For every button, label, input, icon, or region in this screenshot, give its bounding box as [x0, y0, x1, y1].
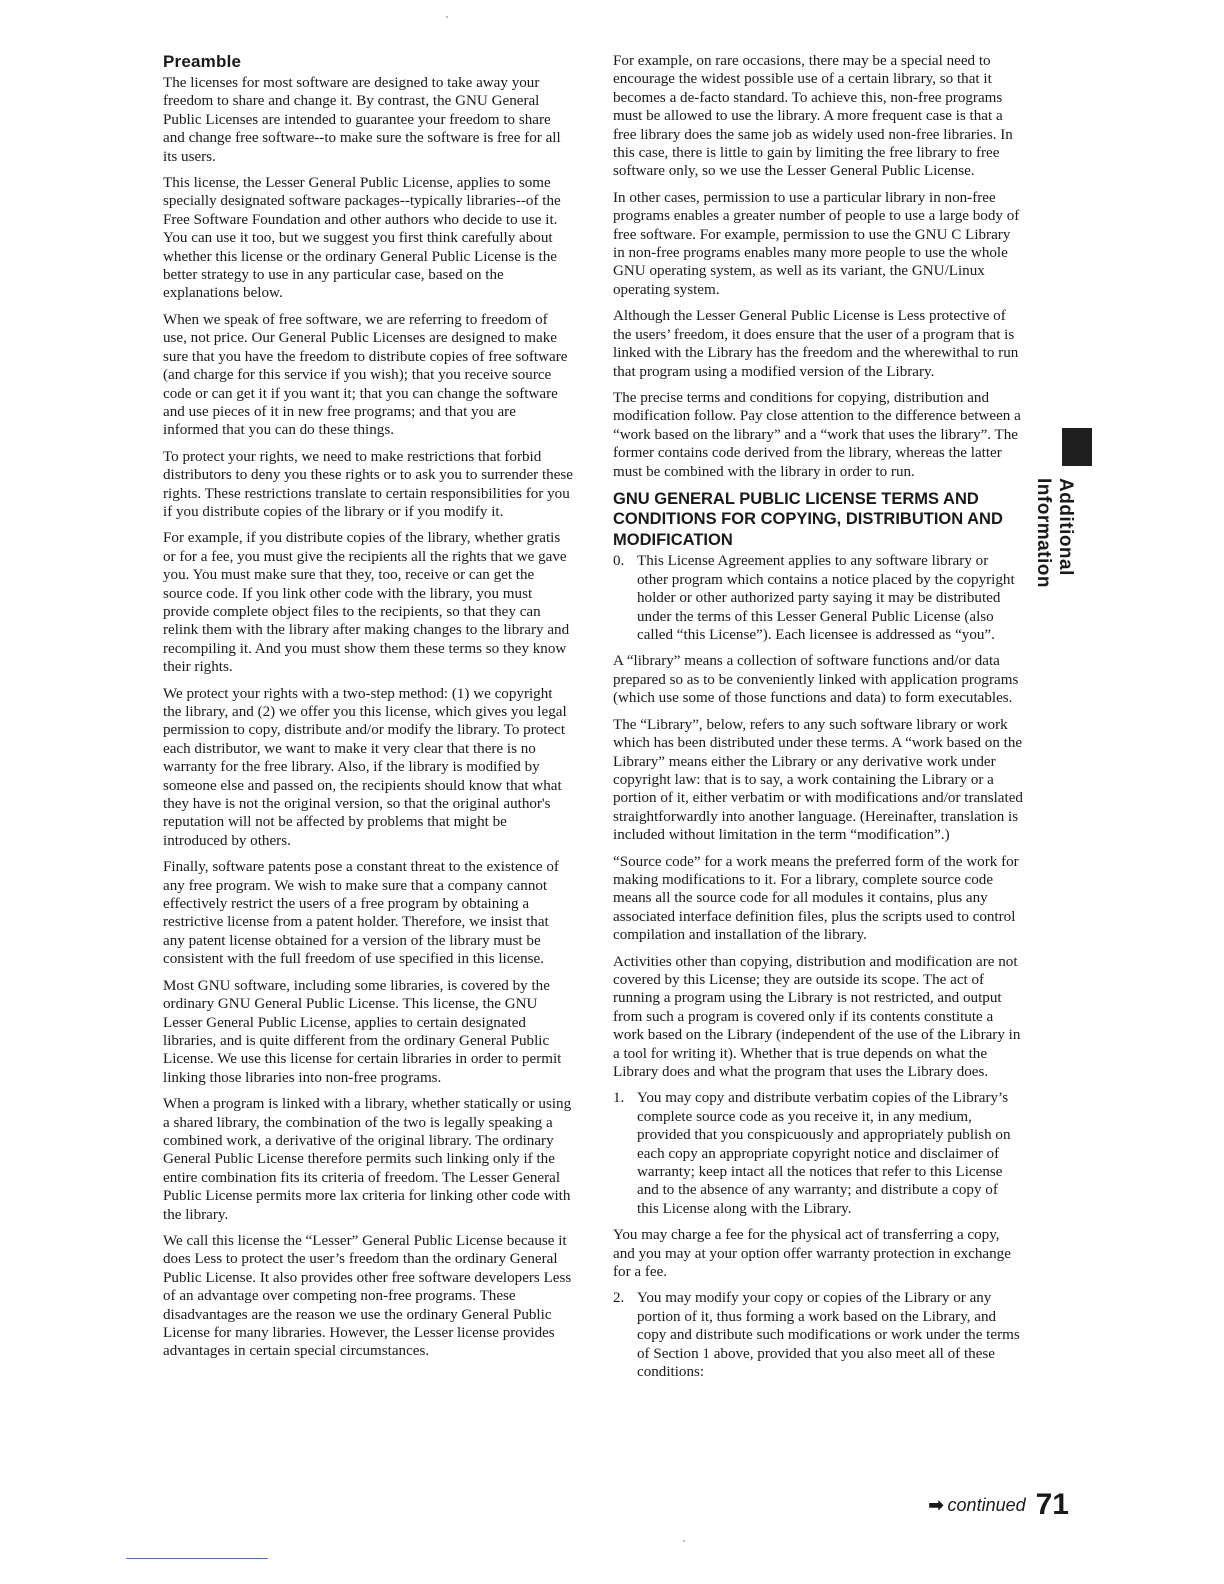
paragraph: The precise terms and conditions for copying, distribution and modification follow. Pay close attention to the difference between a “work based on the library” and a “work that uses the library”. The former contains code derived from the library, whereas the latter must be combined with the library in order to run. — [613, 389, 1021, 480]
numbered-item — [613, 1089, 1023, 1218]
paragraph: When a program is linked with a library, whether statically or using a shared library, the combination of the two is legally speaking a combined work, a derivative of the original library. The ordinary General Public License therefore permits such linking only if the entire combination fits its criteria of freedom. The Lesser General Public License permits more lax criteria for linking other code with the library. — [163, 1096, 572, 1223]
item-number: 2. — [613, 1290, 625, 1307]
paragraph: Finally, software patents pose a constant threat to the existence of any free program. We wish to make sure that a company cannot effectively restrict the users of a free program by obtaining a restrictive license from a patent holder. Therefore, we insist that any patent license obtained for a version of the library must be consistent with the full freedom of use specified in this license. — [163, 859, 559, 968]
paragraph: You may charge a fee for the physical act of transferring a copy, and you may at your option offer warranty protection in exchange for a fee. — [613, 1227, 1011, 1281]
left-column — [163, 52, 573, 1369]
paragraph: Most GNU software, including some libraries, is covered by the ordinary GNU General Public License. This license, the GNU Lesser General Public License, applies to certain designated libraries, and is quite different from the ordinary General Public License. We use this license for certain libraries in order to permit linking those libraries into non-free programs. — [163, 977, 562, 1086]
right-column — [613, 52, 1023, 1390]
item-text: This License Agreement applies to any software library or other program which contains a notice placed by the copyright holder or other authorized party saying it may be distributed under the terms of this Lesser General Public License (also called “this License”). Each licensee is addressed as “you”. — [637, 553, 1015, 644]
arrow-right-icon: ➡ — [928, 1495, 944, 1515]
paragraph: “Source code” for a work means the preferred form of the work for making modifications to it. For a library, complete source code means all the source code for all modules it contains, plus any associated interface definition files, plus the scripts used to control compilation and installation of the library. — [613, 853, 1019, 944]
item-number: 0. — [613, 553, 625, 570]
paragraph: The licenses for most software are designed to take away your freedom to share and change it. By contrast, the GNU General Public Licenses are intended to guarantee your freedom to share and change free software--to make sure the software is free for all its users. — [163, 75, 561, 165]
paragraph: A “library” means a collection of software functions and/or data prepared so as to be conveniently linked with application programs (which use some of those functions and data) to form executables. — [613, 653, 1019, 707]
scan-artifact-dot — [683, 1540, 685, 1542]
paragraph: Activities other than copying, distribution and modification are not covered by this License; they are outside its scope. The act of running a program using the Library is not restricted, and output from such a program is covered only if its contents constitute a work based on the Library (independent of the use of the Library in a tool for writing it). Whether that is true depends on what the Library does and what the program that uses the Library does. — [613, 953, 1021, 1080]
paragraph: This license, the Lesser General Public License, applies to some specially designated software packages--typically libraries--of the Free Software Foundation and other authors who decide to use it. You can use it too, but we suggest you first think carefully about whether this license or the ordinary General Public License is the better strategy to use in any particular case, based on the explanations below. — [163, 175, 561, 302]
continued-text: continued — [947, 1495, 1026, 1515]
item-text: You may copy and distribute verbatim copies of the Library’s complete source code as you receive it, in any medium, provided that you conspicuously and appropriately publish on each copy an appropriate copyright notice and disclaimer of warranty; keep intact all the notices that refer to this License and to the absence of any warranty; and distribute a copy of this License along with the Library. — [637, 1090, 1011, 1217]
paragraph: To protect your rights, we need to make restrictions that forbid distributors to deny you these rights or to ask you to surrender these rights. These restrictions translate to certain responsibilities for you if you distribute copies of the library or if you modify it. — [163, 448, 573, 520]
section-tab-marker — [1062, 428, 1092, 466]
numbered-item — [613, 1289, 1023, 1381]
paragraph: Although the Lesser General Public License is Less protective of the users’ freedom, it does ensure that the user of a program that is linked with the Library has the freedom and the wherewithal to run that program using a modified version of the Library. — [613, 308, 1019, 380]
terms-heading: GNU GENERAL PUBLIC LICENSE TERMS AND CONDITIONS FOR COPYING, DISTRIBUTION AND MODIFICATION — [613, 489, 1003, 549]
item-number: 1. — [613, 1090, 625, 1107]
paragraph: For example, on rare occasions, there may be a special need to encourage the widest possible use of a certain library, so that it becomes a de-facto standard. To achieve this, non-free programs must be allowed to use the library. A more frequent case is that a free library does the same job as widely used non-free libraries. In this case, there is little to gain by limiting the free library to free software only, so we use the Lesser General Public License. — [613, 53, 1013, 180]
page-number: 71 — [1035, 1488, 1069, 1521]
paragraph: For example, if you distribute copies of the library, whether gratis or for a fee, you must give the recipients all the rights that we gave you. You must make sure that they, too, receive or can get the source code. If you link other code with the library, you must provide complete object files to the recipients, so that they can relink them with the library after making changes to the library and recompiling it. And you must show them these terms so they know their rights. — [163, 530, 570, 676]
paragraph: We call this license the “Lesser” General Public License because it does Less to protect the user’s freedom than the ordinary General Public License. It also provides other free software developers Less of an advantage over competing non-free programs. These disadvantages are the reason we use the ordinary General Public License for many libraries. However, the Lesser license provides advantages in certain special circumstances. — [163, 1232, 572, 1360]
page-footer — [928, 1490, 1069, 1520]
scan-artifact-dot — [446, 16, 448, 18]
section-side-label: Additional Information — [1033, 478, 1076, 588]
scan-artifact-line — [126, 1558, 268, 1559]
paragraph: In other cases, permission to use a particular library in non-free programs enables a greater number of people to use a large body of free software. For example, permission to use the GNU C Library in non-free programs enables many more people to use the whole GNU operating system, as well as its variant, the GNU/Linux operating system. — [613, 189, 1020, 298]
paragraph: When we speak of free software, we are referring to freedom of use, not price. Our General Public Licenses are designed to make sure that you have the freedom to distribute copies of free software (and charge for this service if you wish); that you receive source code or can get it if you want it; that you can change the software and use pieces of it in new free programs; and that you are informed that you can do these things. — [163, 311, 568, 439]
continued-label — [928, 1495, 1025, 1520]
item-text: You may modify your copy or copies of the Library or any portion of it, thus forming a work based on the Library, and copy and distribute such modifications or work under the terms of Section 1 above, provided that you also meet all of these conditions: — [637, 1290, 1020, 1381]
paragraph: We protect your rights with a two-step method: (1) we copyright the library, and (2) we offer you this license, which gives you legal permission to copy, distribute and/or modify the library. To protect each distributor, we want to make it very clear that there is no warranty for the free library. Also, if the library is modified by someone else and passed on, the recipients should know that what they have is not the original version, so that the original author's reputation will not be affected by problems that might be introduced by others. — [163, 685, 567, 849]
paragraph: The “Library”, below, refers to any such software library or work which has been distributed under these terms. A “work based on the Library” means either the Library or any derivative work under copyright law: that is to say, a work containing the Library or a portion of it, either verbatim or with modifications and/or translated straightforwardly into another language. (Hereinafter, translation is included without limitation in the term “modification”.) — [613, 716, 1023, 844]
numbered-item — [613, 552, 1023, 644]
preamble-heading: Preamble — [163, 52, 242, 71]
